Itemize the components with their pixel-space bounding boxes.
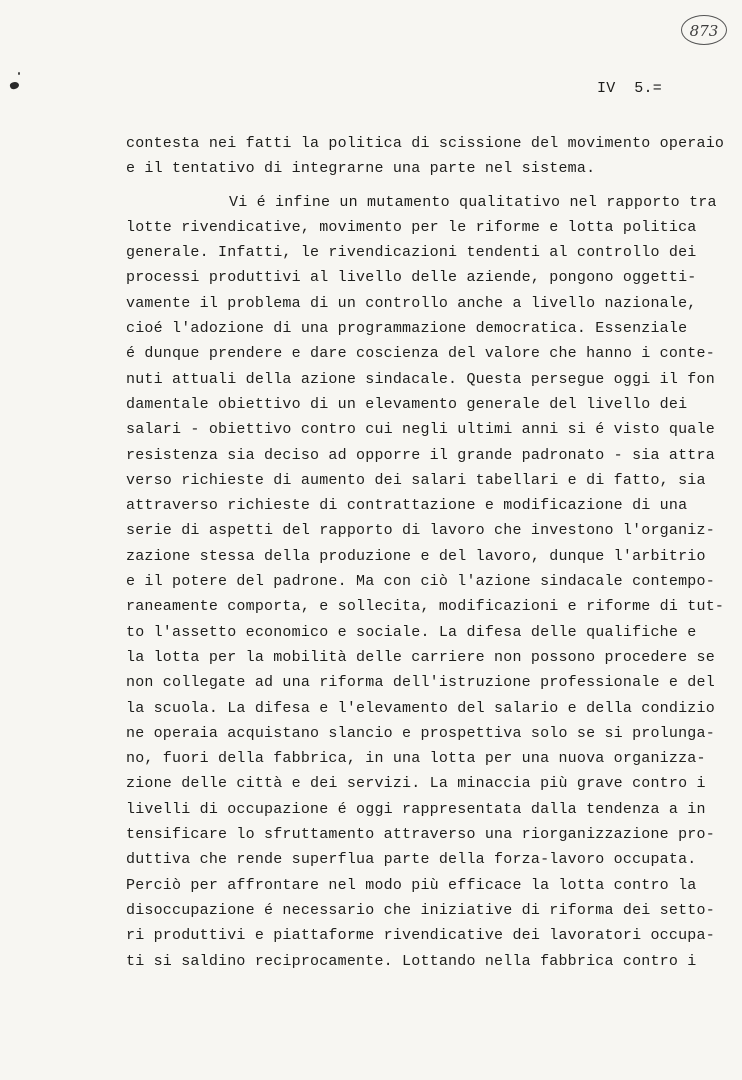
text-line: attraverso richieste di contrattazione e modificazione di una [126, 497, 688, 515]
text-line: la scuola. La difesa e l'elevamento del salario e della condizio [126, 699, 715, 717]
text-line: tensificare lo sfruttamento attraverso una riorganizzazione pro- [126, 826, 715, 844]
text-line: la lotta per la mobilità delle carriere non possono procedere se [126, 648, 715, 666]
text-line: zazione stessa della produzione e del lavoro, dunque l'arbitrio [126, 547, 706, 565]
text-line: Perciò per affrontare nel modo più efficace la lotta contro la [126, 876, 697, 894]
text-line: nuti attuali della azione sindacale. Questa persegue oggi il fon [126, 370, 715, 388]
text-line: processi produttivi al livello delle aziende, pongono oggetti- [126, 269, 697, 287]
text-line: contesta nei fatti la politica di scissione del movimento operaio [126, 135, 725, 152]
text-line: lotte rivendicative, movimento per le riforme e lotta politica [126, 218, 697, 236]
text-line: serie di aspetti del rapporto di lavoro che investono l'organiz- [126, 522, 715, 540]
ink-speck [18, 72, 20, 75]
text-line: e il tentativo di integrarne una parte nel sistema. [126, 160, 596, 178]
text-line: raneamente comporta, e sollecita, modificazioni e riforme di tut- [126, 598, 725, 616]
archive-number-stamp: 873 [681, 15, 727, 45]
text-line: cioé l'adozione di una programmazione democratica. Essenziale [126, 320, 688, 338]
text-line: ti si saldino reciprocamente. Lottando nella fabbrica contro i [126, 952, 697, 970]
page-marker: IV 5.= [597, 80, 663, 97]
text-line: damentale obiettivo di un elevamento generale del livello dei [126, 395, 688, 413]
text-line: resistenza sia deciso ad opporre il grande padronato - sia attra [126, 446, 715, 464]
text-line: é dunque prendere e dare coscienza del valore che hanno i conte- [126, 345, 715, 363]
ink-speck [9, 81, 20, 91]
typed-text-body [126, 131, 725, 974]
text-line: no, fuori della fabbrica, in una lotta per una nuova organizza- [126, 750, 706, 768]
text-line: duttiva che rende superflua parte della forza-lavoro occupata. [126, 851, 697, 869]
text-line: disoccupazione é necessario che iniziative di riforma dei setto- [126, 901, 715, 919]
text-line: ri produttivi e piattaforme rivendicative dei lavoratori occupa- [126, 927, 715, 945]
paragraph-first-line: Vi é infine un mutamento qualitativo nel rapporto tra [229, 193, 717, 211]
text-line: verso richieste di aumento dei salari tabellari e di fatto, sia [126, 471, 706, 489]
text-line: e il potere del padrone. Ma con ciò l'azione sindacale contempo- [126, 573, 715, 591]
text-line: to l'assetto economico e sociale. La difesa delle qualifiche e [126, 623, 697, 641]
text-line: vamente il problema di un controllo anche a livello nazionale, [126, 294, 697, 312]
text-line: zione delle città e dei servizi. La minaccia più grave contro i [126, 775, 706, 793]
text-line: generale. Infatti, le rivendicazioni tendenti al controllo dei [126, 244, 697, 262]
text-line: livelli di occupazione é oggi rappresentata dalla tendenza a in [126, 800, 706, 818]
text-line: salari - obiettivo contro cui negli ultimi anni si é visto quale [126, 421, 715, 439]
text-line: non collegate ad una riforma dell'istruzione professionale e del [126, 674, 715, 692]
text-line: ne operaia acquistano slancio e prospettiva solo se si prolunga- [126, 724, 715, 742]
